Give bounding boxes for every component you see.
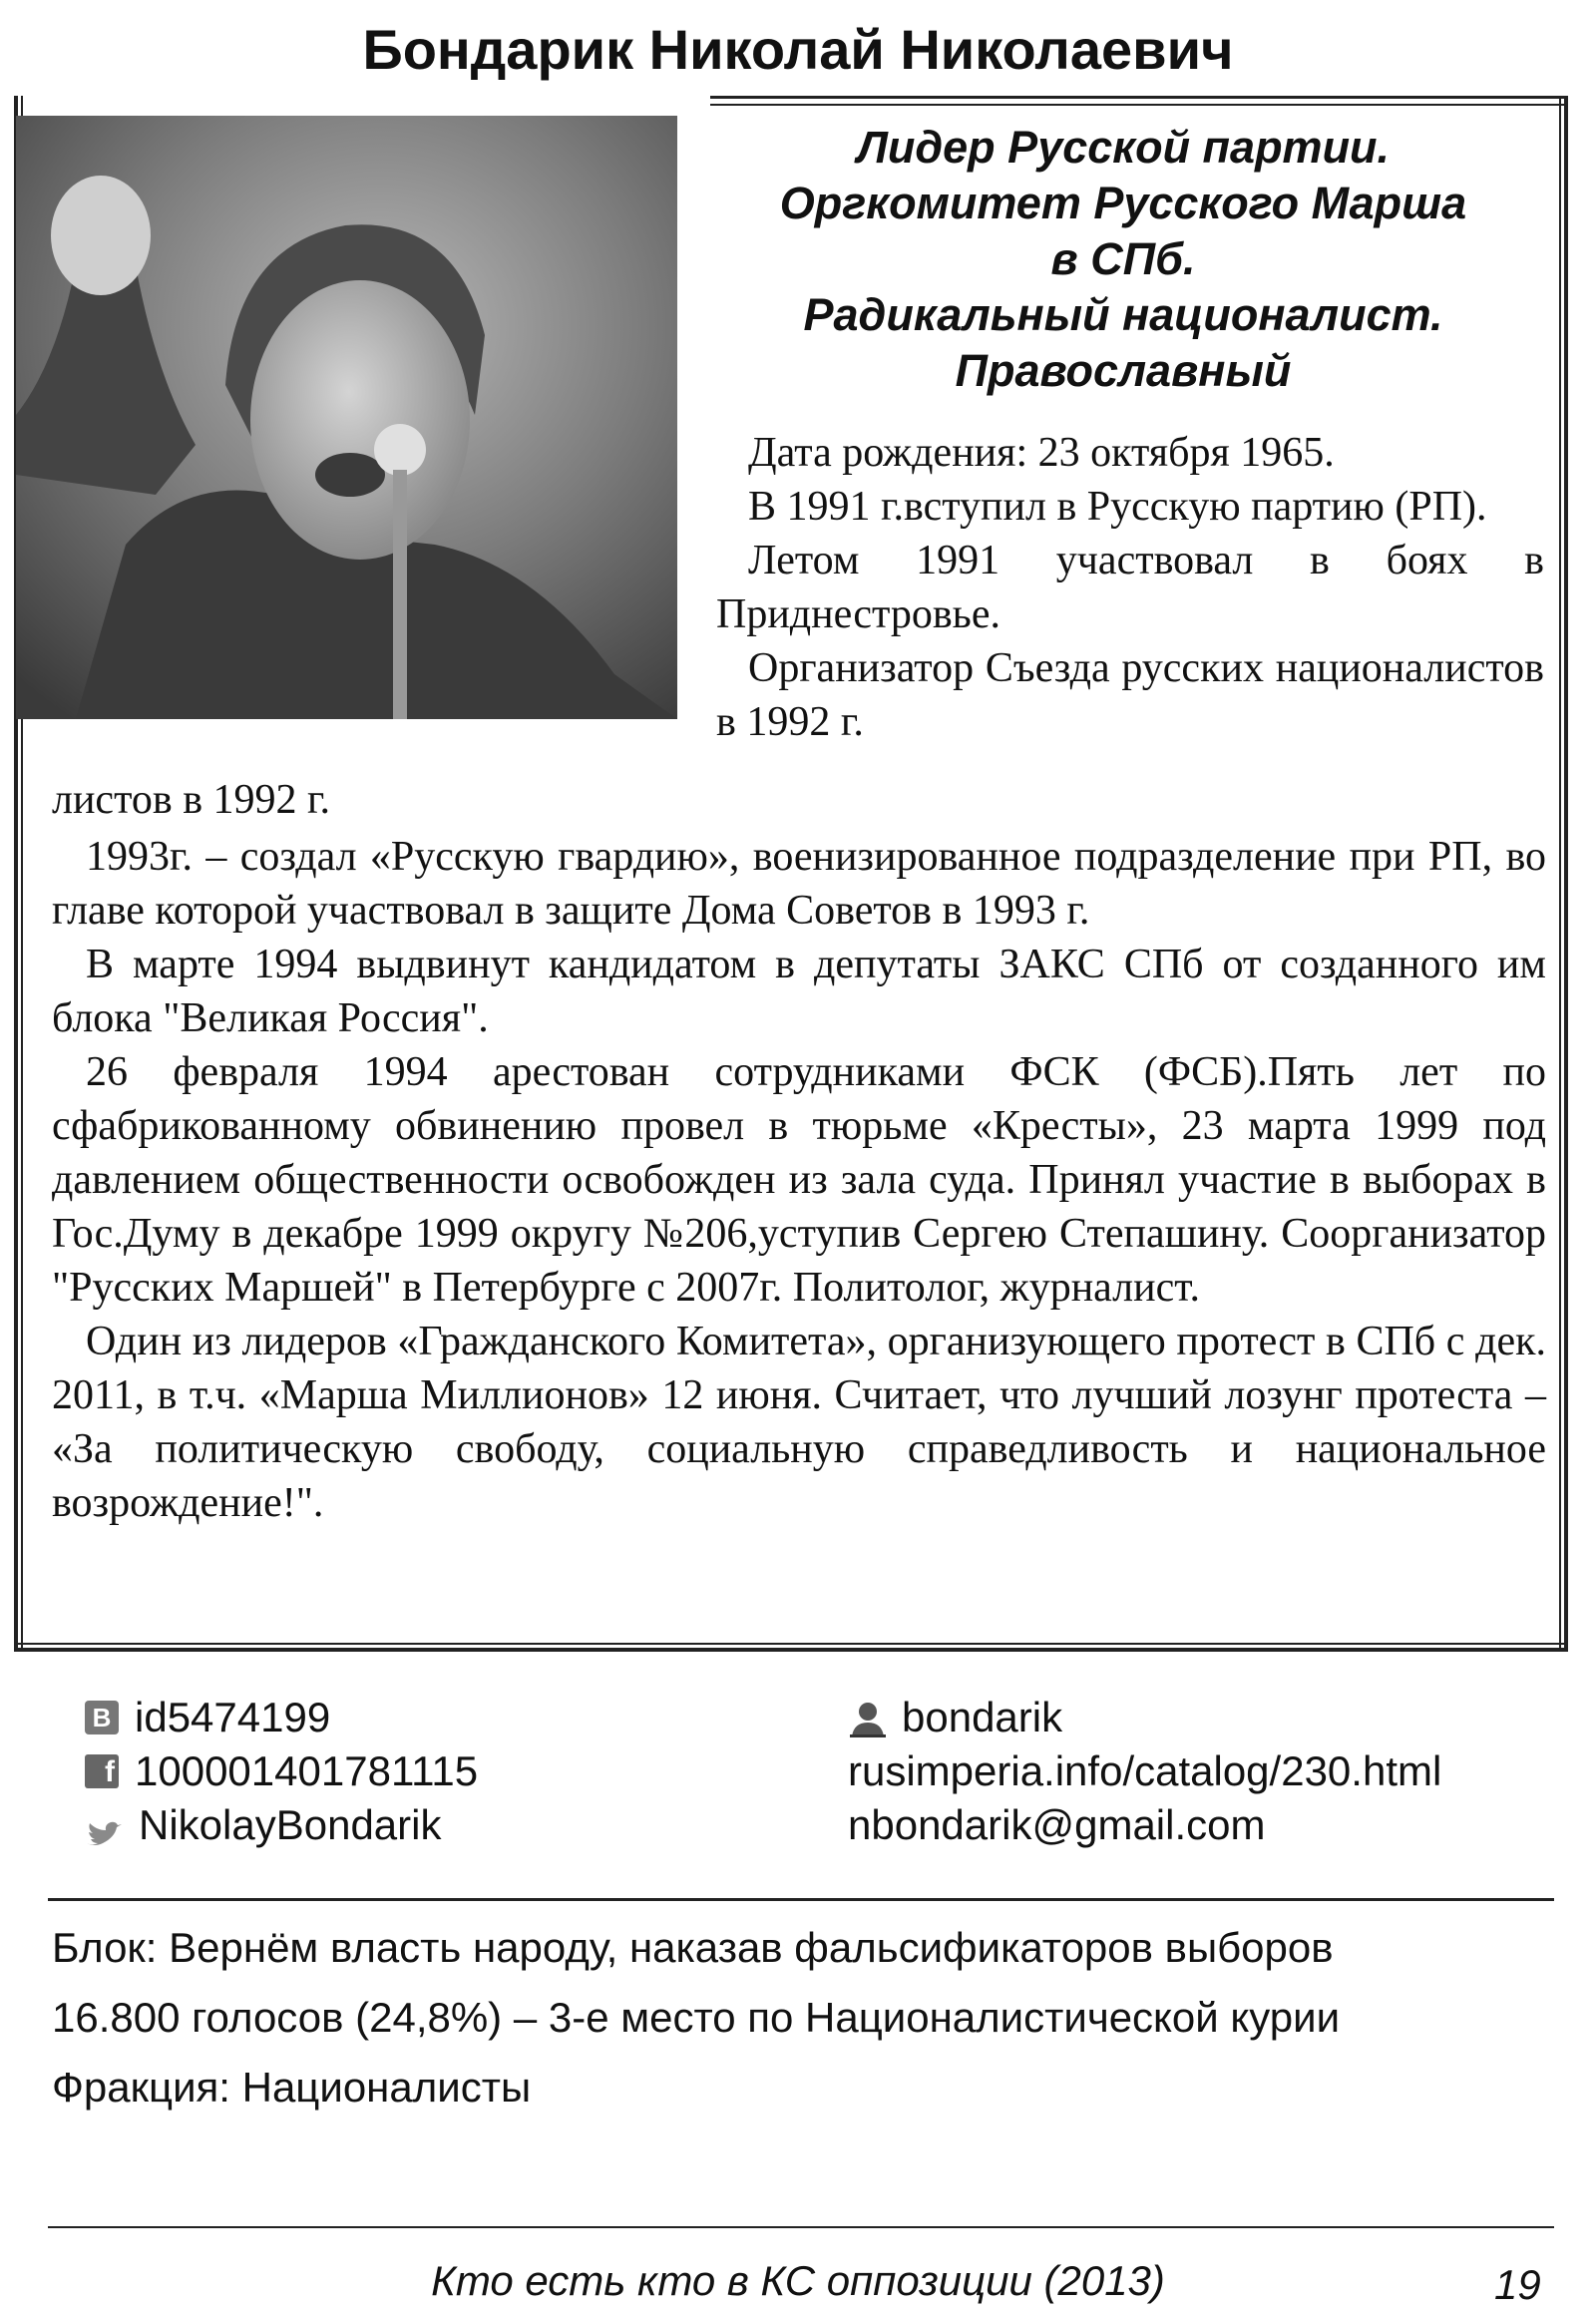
- block-line: Блок: Вернём власть народу, наказав фальсификаторов выборов: [52, 1924, 1334, 1971]
- email-link[interactable]: nbondarik@gmail.com: [848, 1801, 1266, 1848]
- votes-line: 16.800 голосов (24,8%) – 3-е место по Националистической курии: [52, 1994, 1341, 2041]
- person-name: Бондарик Николай Николаевич: [362, 18, 1234, 81]
- page-number: 19: [1494, 2261, 1541, 2308]
- election-results: [52, 1913, 1340, 2122]
- vk-id[interactable]: id5474199: [135, 1694, 331, 1740]
- contact-vk: [85, 1691, 478, 1744]
- twitter-icon: [85, 1810, 123, 1840]
- bio-paragraph: 1993г. – создал «Русскую гвардию», военизированное подразделение при РП, во главе которой участвовал в защите Дома Советов в 1993 г.: [52, 834, 1546, 934]
- portrait-photo-icon: [16, 116, 677, 719]
- bio-paragraph: Организатор Съезда русских националистов в 1992 г.: [716, 645, 1544, 745]
- bio-paragraph: В 1991 г.вступил в Русскую партию (РП).: [748, 484, 1487, 530]
- divider: [48, 1898, 1554, 1901]
- contact-website: [848, 1744, 1441, 1798]
- bio-paragraph: 26 февраля 1994 арестован сотрудниками ФСК (ФСБ).Пять лет по сфабрикованному обвинению провел в тюрьме «Кресты», 23 марта 1999 под давлением общественности освобожден из зала суда. Принял участие в выборах в Гос.Думу в декабре 1999 округу №206,уступив Сергею Степашину. Соорганизатор "Русских Маршей" в Петербурге с 2007г. Политолог, журналист.: [52, 1049, 1546, 1311]
- role-line: Оргкомитет Русского Марша: [779, 178, 1467, 228]
- role-line: Радикальный националист.: [803, 289, 1443, 340]
- bio-full-width: [52, 830, 1546, 1530]
- bio-paragraph: Один из лидеров «Гражданского Комитета», организующего протест в СПб с дек. 2011, в т.ч. «Марша Миллионов» 12 июня. Считает, что лучший лозунг протеста – «За политическую свободу, социальную справедливость и национальное возрождение!".: [52, 1319, 1546, 1526]
- faction-line: Фракция: Националисты: [52, 2064, 532, 2111]
- frame-top-line-inner: [710, 104, 1568, 106]
- footer-divider: [48, 2226, 1554, 2228]
- contact-twitter: [85, 1798, 478, 1852]
- web-contacts: [848, 1691, 1441, 1852]
- facebook-icon: f: [85, 1754, 119, 1788]
- login-name[interactable]: bondarik: [902, 1694, 1063, 1740]
- frame-top-line: [710, 96, 1568, 99]
- website-link[interactable]: rusimperia.info/catalog/230.html: [848, 1747, 1442, 1794]
- contact-facebook: [85, 1744, 478, 1798]
- bio-paragraph: Летом 1991 участвовал в боях в Приднестровье.: [716, 538, 1544, 637]
- facebook-id[interactable]: 100001401781115: [135, 1747, 479, 1794]
- role-line: в СПб.: [1050, 233, 1196, 284]
- user-icon: [848, 1698, 888, 1737]
- role-line: Православный: [955, 345, 1292, 396]
- vk-icon: B: [85, 1701, 119, 1734]
- bio-right-column: [716, 426, 1544, 749]
- portrait-photo: [16, 116, 677, 719]
- twitter-handle[interactable]: NikolayBondarik: [139, 1801, 442, 1848]
- contact-login: [848, 1691, 1441, 1744]
- contact-email: [848, 1798, 1441, 1852]
- footer-title: Кто есть кто в КС оппозиции (2013): [431, 2257, 1165, 2304]
- role-line: Лидер Русской партии.: [856, 122, 1391, 173]
- bio-left-fragment: листов в 1992 г.: [52, 777, 331, 823]
- bio-paragraph: В марте 1994 выдвинут кандидатом в депутаты ЗАКС СПб от созданного им блока "Великая Россия".: [52, 942, 1546, 1041]
- bio-paragraph: Дата рождения: 23 октября 1965.: [748, 430, 1335, 476]
- social-contacts: [85, 1691, 478, 1852]
- roles-heading: [710, 120, 1536, 399]
